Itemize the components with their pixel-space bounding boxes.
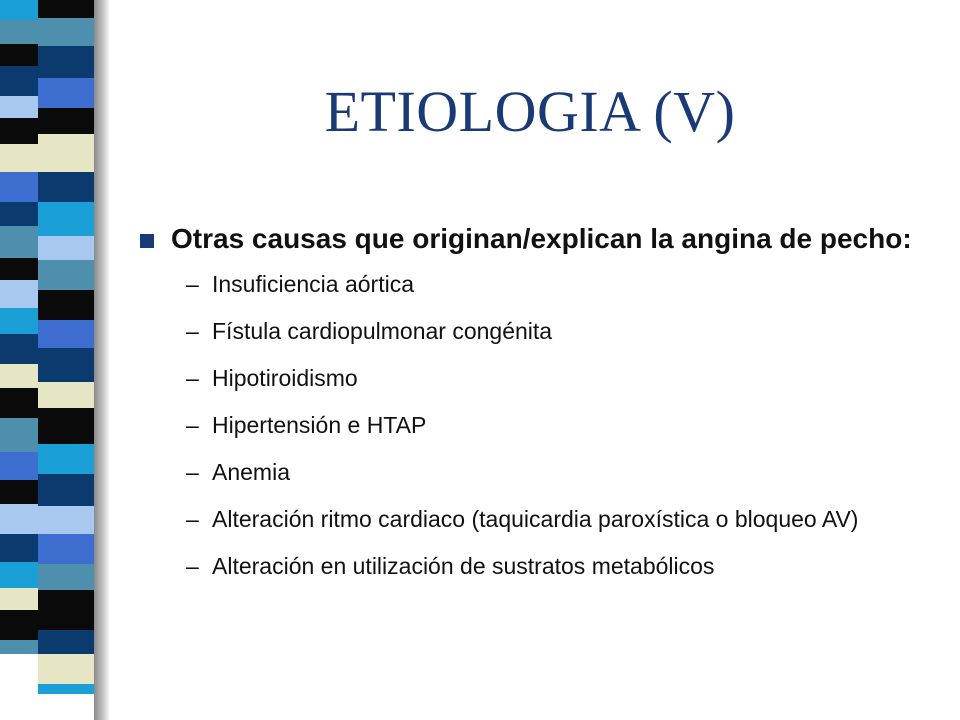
strip-tile (0, 0, 38, 20)
strip-tile (38, 534, 94, 564)
dash-bullet-icon: – (186, 365, 199, 391)
strip-column-left (0, 0, 38, 720)
strip-tile (38, 506, 94, 534)
main-bullet-text: Otras causas que originan/explican la angina de pecho: (171, 223, 912, 254)
dash-bullet-icon: – (186, 318, 199, 344)
strip-tile (38, 108, 94, 134)
strip-tile (0, 418, 38, 452)
sub-bullet-item (186, 552, 930, 580)
strip-tile (0, 364, 38, 388)
dash-bullet-icon: – (186, 271, 199, 297)
dash-bullet-icon: – (186, 459, 199, 485)
sub-bullet-item (186, 317, 930, 345)
sub-bullet-text: Alteración ritmo cardiaco (taquicardia paroxística o bloqueo AV) (212, 506, 859, 532)
strip-column-right (38, 0, 94, 720)
strip-tile (0, 66, 38, 96)
sub-bullet-item (186, 458, 930, 486)
strip-tile (38, 348, 94, 382)
sub-bullet-item (186, 364, 930, 392)
dash-bullet-icon: – (186, 553, 199, 579)
strip-tile (0, 118, 38, 144)
strip-tile (0, 44, 38, 66)
strip-tile (0, 96, 38, 118)
strip-tile (38, 590, 94, 630)
sub-bullet-text: Fístula cardiopulmonar congénita (212, 318, 553, 344)
square-bullet-icon (140, 234, 154, 248)
strip-tile (0, 504, 38, 534)
sub-bullet-item (186, 270, 930, 298)
strip-tile (0, 334, 38, 364)
strip-tile (0, 534, 38, 562)
dash-bullet-icon: – (186, 412, 199, 438)
strip-tile (0, 610, 38, 640)
strip-tile (38, 172, 94, 202)
decorative-side-strip (0, 0, 110, 720)
strip-tile (38, 134, 94, 172)
strip-tile (38, 202, 94, 236)
strip-tile (38, 18, 94, 46)
strip-tile (0, 588, 38, 610)
sub-bullet-text: Anemia (212, 459, 290, 485)
strip-tile (38, 46, 94, 78)
sub-bullet-item (186, 505, 930, 533)
strip-tile (0, 280, 38, 308)
sub-bullet-item (186, 411, 930, 439)
strip-tile (0, 202, 38, 226)
sub-bullet-text: Hipotiroidismo (212, 365, 358, 391)
strip-tile (0, 258, 38, 280)
strip-tile (0, 226, 38, 258)
strip-tile (38, 260, 94, 290)
strip-tile (38, 564, 94, 590)
sub-bullet-text: Hipertensión e HTAP (212, 412, 427, 438)
strip-tile (0, 308, 38, 334)
strip-tile (38, 78, 94, 108)
strip-tile (38, 474, 94, 506)
strip-tile (0, 388, 38, 418)
strip-tile (0, 562, 38, 588)
strip-tile (38, 444, 94, 474)
strip-tile (38, 290, 94, 320)
slide-title: ETIOLOGIA (V) (324, 79, 736, 144)
slide-content (140, 218, 930, 599)
strip-tile (0, 20, 38, 44)
main-bullet (140, 218, 930, 260)
sub-bullet-text: Insuficiencia aórtica (212, 271, 414, 297)
strip-tile (38, 382, 94, 408)
strip-tile (0, 172, 38, 202)
strip-tile (38, 630, 94, 654)
strip-tile (0, 480, 38, 504)
strip-tile (38, 236, 94, 260)
strip-tile (38, 684, 94, 694)
strip-shadow (94, 0, 110, 720)
strip-tile (0, 640, 38, 654)
sub-bullet-text: Alteración en utilización de sustratos metabólicos (212, 553, 715, 579)
strip-tile (0, 144, 38, 172)
dash-bullet-icon: – (186, 506, 199, 532)
strip-tile (0, 452, 38, 480)
strip-tile (38, 408, 94, 444)
strip-tile (38, 654, 94, 684)
strip-tile (38, 320, 94, 348)
strip-tile (38, 0, 94, 18)
sub-bullet-list (140, 270, 930, 580)
